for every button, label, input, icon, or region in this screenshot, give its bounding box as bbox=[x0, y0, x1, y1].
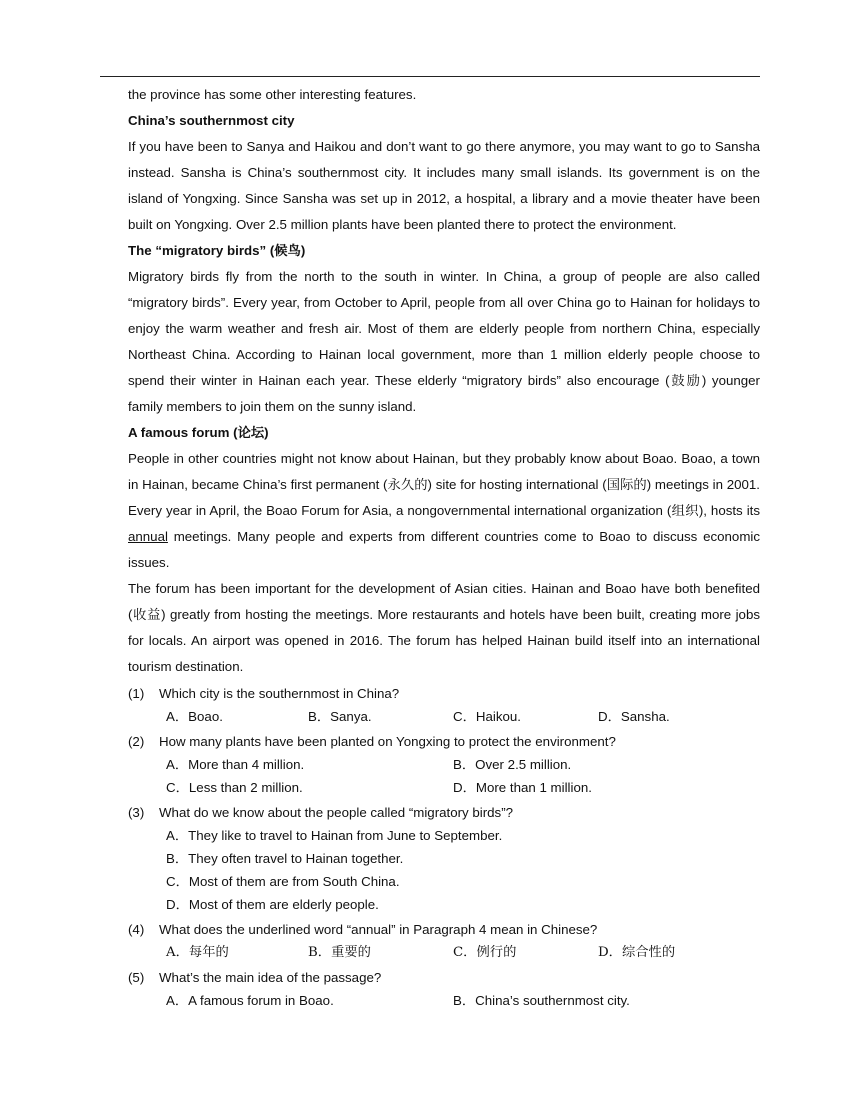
question bbox=[128, 918, 760, 941]
paragraph-text: People in other countries might not know about Hainan, but they probably know about Boao. Boao, a town in Hainan, became China’s first permanent (永久的) site for hosting international (国际的) meetings in 2001. Every year in April, the Boao Forum for Asia, a nongovernmental international organization (组织), hosts its bbox=[128, 451, 760, 518]
option-d[interactable]: D．More than 1 million. bbox=[453, 780, 592, 795]
question-number: (2) bbox=[128, 734, 145, 749]
option-a[interactable]: A．Boao. bbox=[166, 709, 223, 724]
option-b[interactable]: B．Sanya. bbox=[308, 709, 372, 724]
question-text: Which city is the southernmost in China? bbox=[159, 686, 400, 701]
question-number: (4) bbox=[128, 922, 145, 937]
option-b[interactable]: B．Over 2.5 million. bbox=[453, 757, 572, 772]
option-a[interactable]: A．A famous forum in Boao. bbox=[166, 993, 334, 1008]
option-b[interactable]: B．重要的 bbox=[308, 945, 371, 960]
option-b[interactable]: B．China’s southernmost city. bbox=[453, 993, 630, 1008]
paragraph bbox=[128, 446, 760, 576]
question-text: What does the underlined word “annual” in Paragraph 4 mean in Chinese? bbox=[159, 922, 598, 937]
question-number: (3) bbox=[128, 805, 145, 820]
paragraph: The forum has been important for the development of Asian cities. Hainan and Boao have both benefited (收益) greatly from hosting the meetings. More restaurants and hotels have been built, creating more jobs for locals. An airport was opened in 2016. The forum has helped Hainan build itself into an international tourism destination. bbox=[128, 581, 760, 674]
document-page bbox=[128, 82, 760, 1012]
options-row bbox=[128, 705, 760, 728]
paragraph-text: meetings. Many people and experts from different countries come to Boao to discuss economic issues. bbox=[128, 529, 760, 570]
options-row bbox=[128, 941, 760, 964]
options-row bbox=[128, 753, 760, 776]
options-row bbox=[128, 989, 760, 1012]
header-rule bbox=[100, 76, 760, 77]
question bbox=[128, 730, 760, 753]
paragraph: If you have been to Sanya and Haikou and don’t want to go there anymore, you may want to go to Sansha instead. Sansha is China’s southernmost city. It includes many small islands. Its government is on the island of Yongxing. Since Sansha was set up in 2012, a hospital, a library and a movie theater have been built on Yongxing. Over 2.5 million plants have been planted there to protect the environment. bbox=[128, 139, 760, 232]
question-number: (5) bbox=[128, 970, 145, 985]
question-text: How many plants have been planted on Yongxing to protect the environment? bbox=[159, 734, 616, 749]
question bbox=[128, 966, 760, 989]
option-c[interactable]: C．Haikou. bbox=[453, 709, 521, 724]
option-a[interactable]: A．More than 4 million. bbox=[166, 757, 305, 772]
question-text: What’s the main idea of the passage? bbox=[159, 970, 382, 985]
question bbox=[128, 682, 760, 705]
option-a[interactable]: A．They like to travel to Hainan from June to September. bbox=[166, 828, 503, 843]
paragraph: Migratory birds fly from the north to the south in winter. In China, a group of people are also called “migratory birds”. Every year, from October to April, people from all over China go to Hainan for holidays to enjoy the warm weather and fresh air. Most of them are elderly people from northern China, especially Northeast China. According to Hainan local government, more than 1 million elderly people choose to spend their winter in Hainan each year. These elderly “migratory birds” also encourage (鼓励) younger family members to join them on the sunny island. bbox=[128, 269, 760, 414]
section-heading: The “migratory birds” (候鸟) bbox=[128, 243, 306, 258]
option-d[interactable]: D．综合性的 bbox=[598, 945, 676, 960]
question-number: (1) bbox=[128, 686, 145, 701]
option-c[interactable]: C．例行的 bbox=[453, 945, 517, 960]
option-d[interactable]: D．Sansha. bbox=[598, 709, 670, 724]
section-heading: China’s southernmost city bbox=[128, 113, 295, 128]
intro-text: the province has some other interesting features. bbox=[128, 87, 417, 102]
option-a[interactable]: A．每年的 bbox=[166, 945, 229, 960]
option-c[interactable]: C．Less than 2 million. bbox=[166, 780, 303, 795]
option-d[interactable]: D．Most of them are elderly people. bbox=[166, 897, 379, 912]
question bbox=[128, 801, 760, 824]
question-text: What do we know about the people called “migratory birds”? bbox=[159, 805, 514, 820]
option-c[interactable]: C．Most of them are from South China. bbox=[166, 874, 400, 889]
options-row bbox=[128, 776, 760, 799]
option-b[interactable]: B．They often travel to Hainan together. bbox=[166, 851, 404, 866]
section-heading: A famous forum (论坛) bbox=[128, 425, 269, 440]
underlined-word: annual bbox=[128, 529, 168, 544]
